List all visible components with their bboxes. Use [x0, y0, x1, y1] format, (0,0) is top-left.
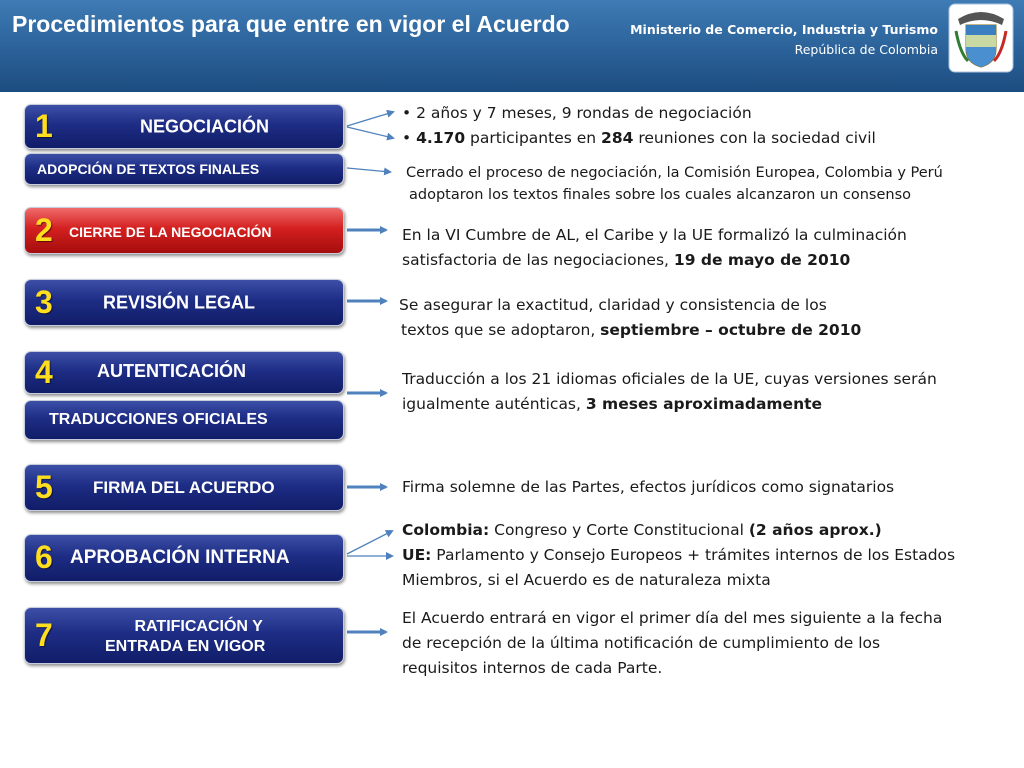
desc-text: participantes en	[465, 129, 602, 147]
arrow-1c	[347, 168, 390, 172]
step-label: REVISIÓN LEGAL	[103, 292, 256, 312]
step-number: 6	[35, 538, 53, 575]
step-label: NEGOCIACIÓN	[140, 116, 270, 136]
desc-bold: 4.170	[416, 129, 466, 147]
desc-3-revision	[399, 293, 861, 343]
desc-date: septiembre – octubre de 2010	[600, 321, 862, 339]
desc-line	[402, 518, 955, 543]
desc-text: textos que se adoptaron,	[401, 321, 601, 339]
desc-4-autenticacion	[402, 367, 937, 417]
desc-line: de recepción de la última notificación de cumplimiento de los	[402, 634, 881, 652]
desc-line: Traducción a los 21 idiomas oficiales de la UE, cuyas versiones serán	[402, 370, 937, 388]
desc-bold: (2 años aprox.)	[748, 521, 882, 539]
desc-line	[402, 392, 937, 417]
desc-text: •	[402, 129, 417, 147]
desc-bold: UE:	[402, 546, 432, 564]
desc-line: Cerrado el proceso de negociación, la Comisión Europea, Colombia y Perú	[406, 165, 943, 181]
step-number: 2	[35, 211, 53, 248]
step-label: APROBACIÓN INTERNA	[70, 547, 290, 568]
step-label: TRADUCCIONES OFICIALES	[49, 411, 268, 428]
desc-1b-adopcion	[406, 162, 943, 206]
country-name: República de Colombia	[794, 42, 938, 57]
step-label-line-1: RATIFICACIÓN Y	[134, 618, 263, 635]
desc-5-firma	[402, 475, 894, 500]
desc-text: igualmente auténticas,	[402, 395, 586, 413]
desc-text: Parlamento y Consejo Europeos + trámites internos de los Estados	[431, 546, 956, 564]
step-number: 5	[35, 468, 53, 505]
step-7-ratificacion	[24, 607, 344, 664]
step-3-revision	[24, 279, 344, 326]
page-title: Procedimientos para que entre en vigor el Acuerdo	[12, 11, 570, 37]
arrow-1a	[347, 112, 393, 126]
arrow-6a	[347, 531, 392, 554]
desc-text: reuniones con la sociedad civil	[633, 129, 876, 147]
step-label: FIRMA DEL ACUERDO	[93, 477, 275, 497]
desc-date: 3 meses aproximadamente	[585, 395, 823, 413]
desc-6-aprobacion	[402, 518, 955, 593]
step-number: 1	[35, 107, 53, 144]
step-label-line-2: ENTRADA EN VIGOR	[105, 638, 266, 655]
desc-line	[399, 318, 861, 343]
step-label: AUTENTICACIÓN	[97, 361, 246, 381]
desc-date: 19 de mayo de 2010	[673, 251, 851, 269]
desc-line: Se asegurar la exactitud, claridad y consistencia de los	[399, 296, 827, 314]
step-6-aprobacion	[24, 534, 344, 582]
desc-bold: 284	[601, 129, 634, 147]
step-1-negociacion	[24, 104, 344, 149]
desc-1-negociacion	[402, 101, 876, 151]
step-number: 4	[35, 353, 53, 390]
desc-2-cierre	[402, 223, 907, 273]
desc-text: Congreso y Corte Constitucional	[489, 521, 749, 539]
step-4b-traducciones	[24, 400, 344, 440]
desc-line	[402, 248, 907, 273]
step-label	[105, 617, 265, 657]
desc-7-ratificacion	[402, 606, 942, 681]
step-label: CIERRE DE LA NEGOCIACIÓN	[69, 224, 272, 240]
desc-line	[402, 543, 955, 568]
step-1b-adopcion	[24, 153, 344, 185]
arrow-1b	[347, 127, 393, 138]
desc-line: Miembros, si el Acuerdo es de naturaleza mixta	[402, 571, 771, 589]
desc-line: Firma solemne de las Partes, efectos jurídicos como signatarios	[402, 478, 895, 496]
step-4-autenticacion	[24, 351, 344, 394]
desc-bold: Colombia:	[402, 521, 490, 539]
desc-line: El Acuerdo entrará en vigor el primer día del mes siguiente a la fecha	[402, 609, 943, 627]
step-number: 7	[35, 616, 53, 653]
desc-line: En la VI Cumbre de AL, el Caribe y la UE formalizó la culminación	[402, 226, 907, 244]
desc-line: adoptaron los textos finales sobre los cuales alcanzaron un consenso	[409, 187, 911, 203]
desc-line: • 2 años y 7 meses, 9 rondas de negociación	[402, 104, 752, 122]
step-2-cierre	[24, 207, 344, 254]
desc-line: requisitos internos de cada Parte.	[402, 659, 663, 677]
desc-line	[402, 126, 876, 151]
step-label: ADOPCIÓN DE TEXTOS FINALES	[37, 161, 260, 177]
step-number: 3	[35, 283, 53, 320]
step-5-firma	[24, 464, 344, 511]
desc-text: satisfactoria de las negociaciones,	[402, 251, 674, 269]
ministry-name: Ministerio de Comercio, Industria y Turismo	[630, 22, 938, 37]
